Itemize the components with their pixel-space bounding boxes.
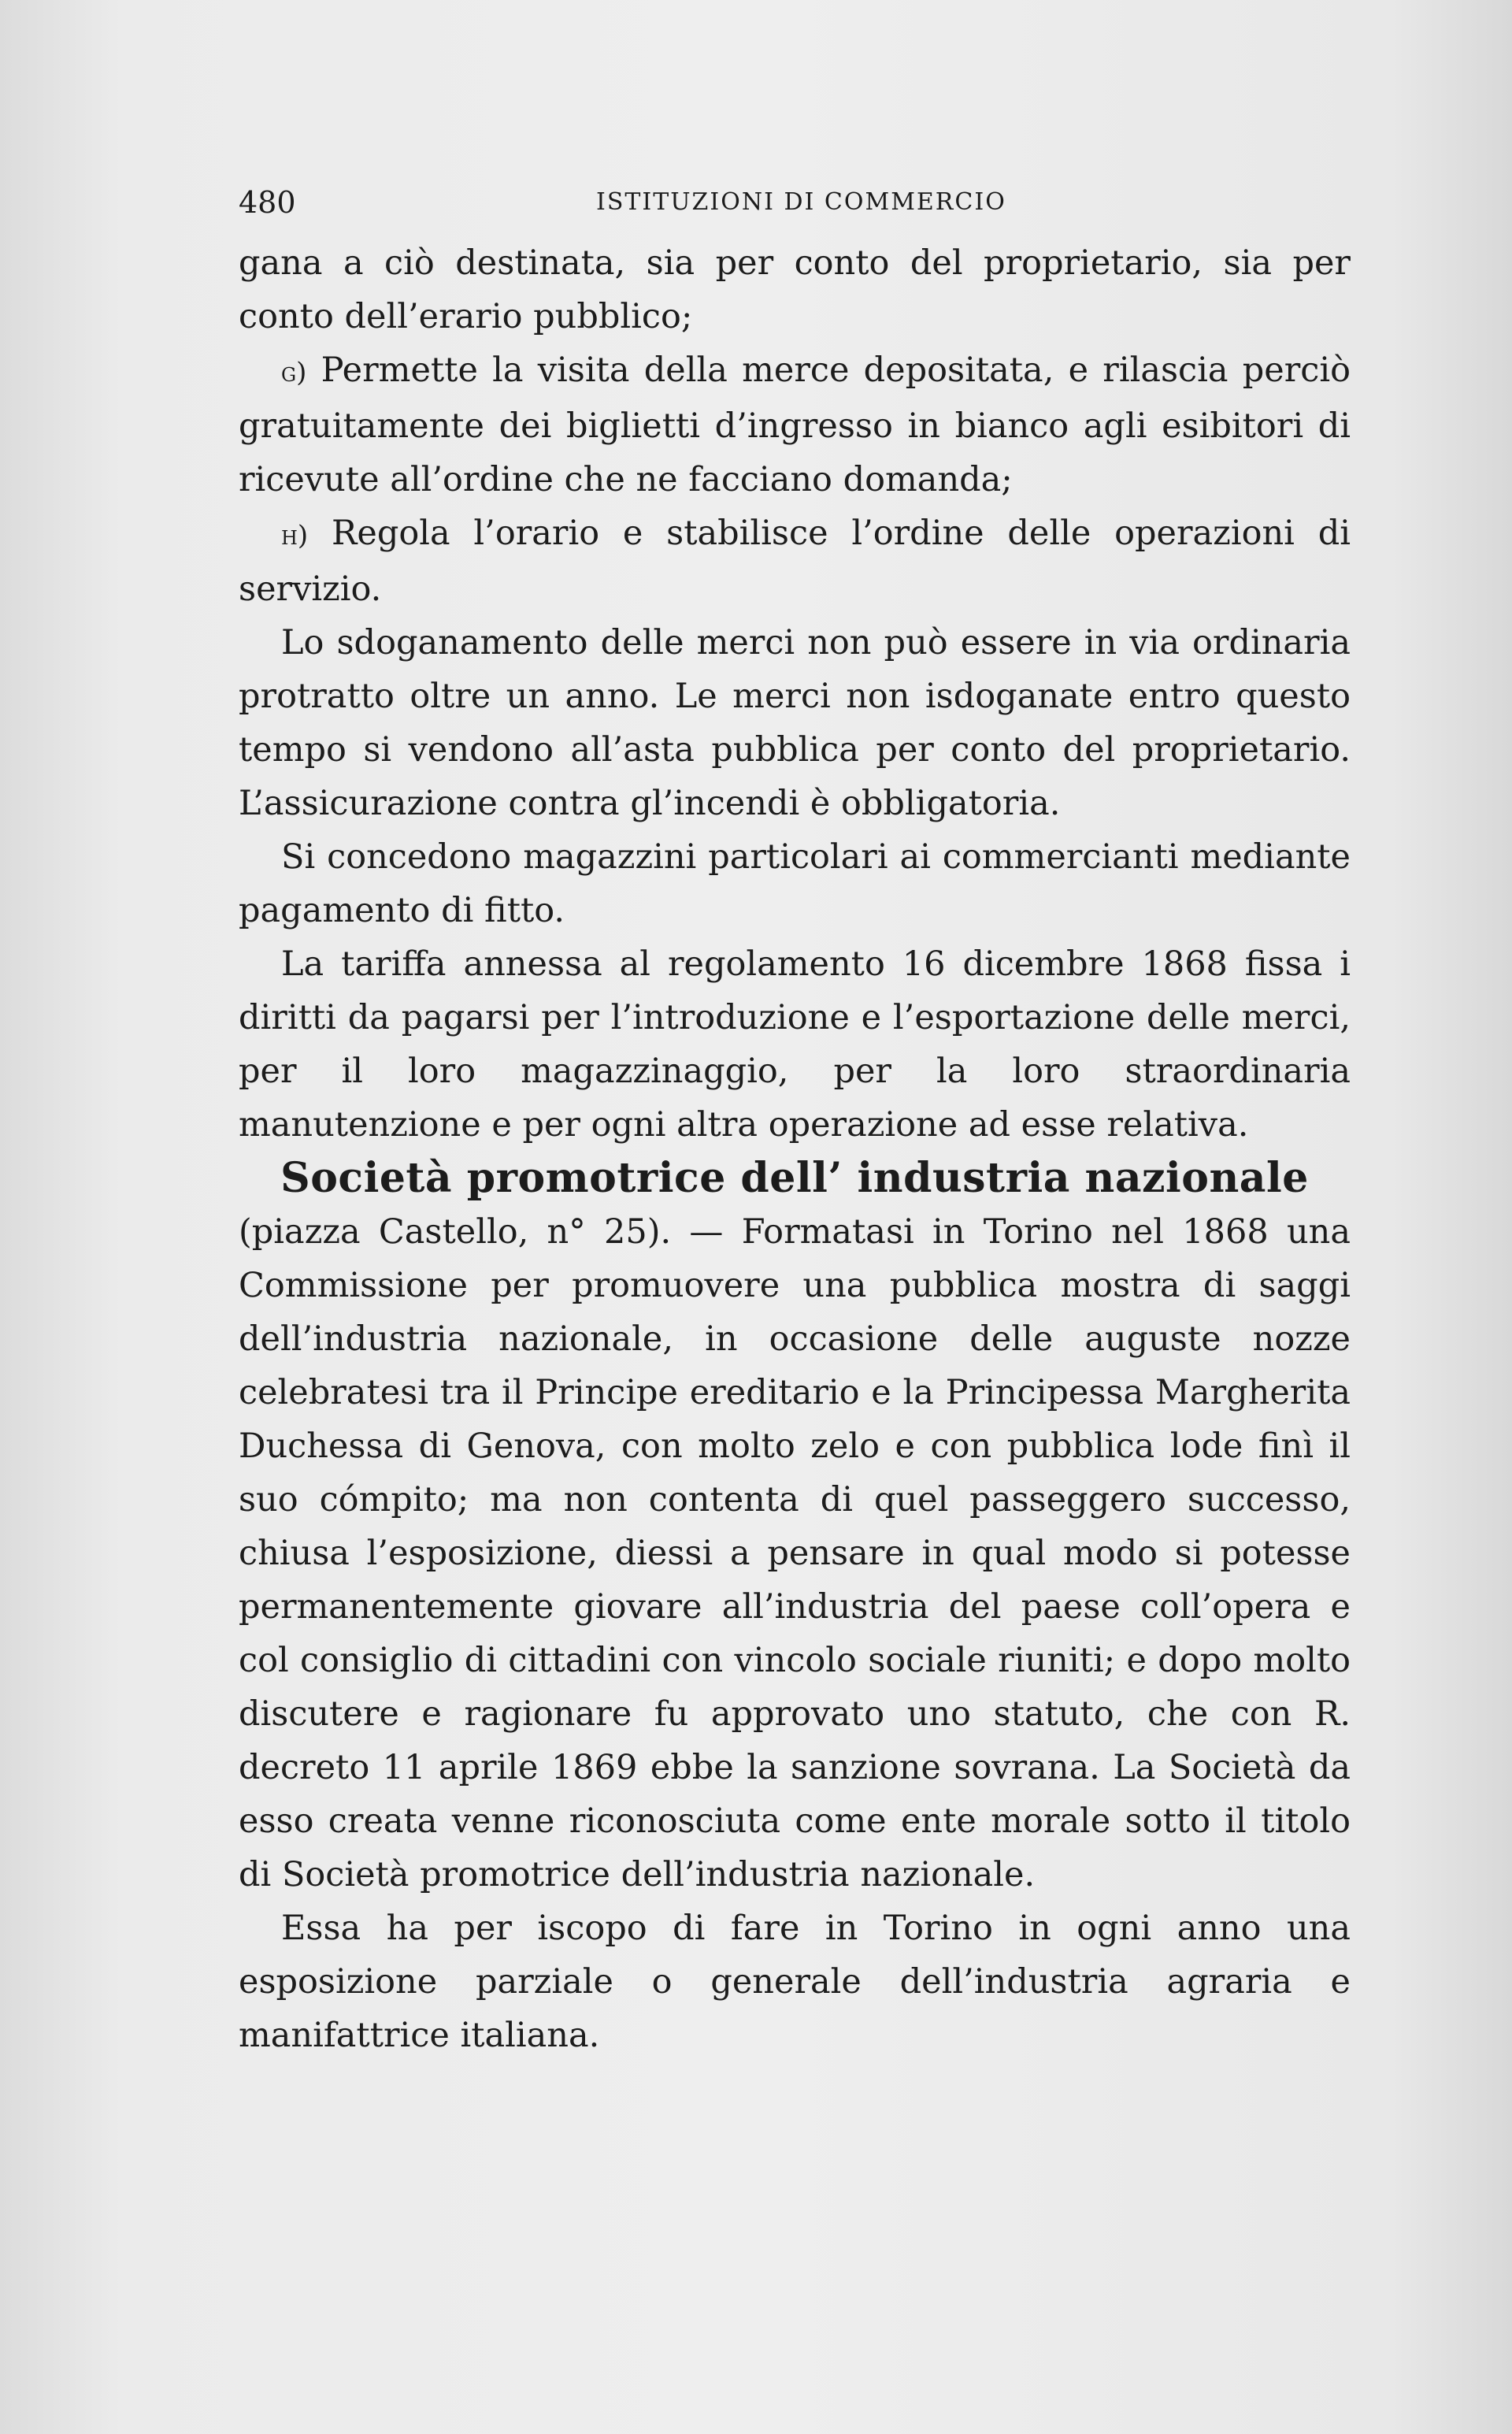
paragraph-tariffa: La tariffa annessa al regolamento 16 dicembre 1868 fissa i diritti da pagarsi per l’introduzione e l’esportazione delle merci, per il loro magazzinaggio, per la loro straordinaria manutenzione e per ogni altra operazione ad esse relativa. — [239, 944, 1351, 1145]
paragraph-item-g — [239, 343, 1351, 506]
paragraph-societa: (piazza Castello, n° 25). — Formatasi in Torino nel 1868 una Commissione per promuovere una pubblica mostra di saggi dell’industria nazionale, in occasione delle auguste nozze celebratesi tra il Principe ereditario e la Principessa Margherita Duchessa di Genova, con molto zelo e con pubblica lode finì il suo cómpito; ma non contenta di quel passeggero successo, chiusa l’esposizione, diessi a pensare in qual modo si potesse permanentemente giovare all’industria del paese coll’opera e col consiglio di cittadini con vincolo sociale riuniti; e dopo molto discutere e ragionare fu approvato uno statuto, che con R. decreto 11 aprile 1869 ebbe la sanzione sovrana. La Società da esso creata venne riconosciuta come ente morale sotto il titolo di Società promotrice dell’industria nazionale. — [239, 1212, 1351, 1894]
paragraph-continuation: gana a ciò destinata, sia per conto del proprietario, sia per conto dell’erario pubblico; — [239, 243, 1351, 336]
item-text-h: Regola l’orario e stabilisce l’ordine delle operazioni di servizio. — [239, 514, 1351, 609]
page-number: 480 — [239, 185, 296, 220]
paragraph-item-h — [239, 506, 1351, 616]
item-marker-h: h) — [281, 520, 309, 551]
running-title: ISTITUZIONI DI COMMERCIO — [596, 188, 1006, 216]
body-text — [239, 236, 1351, 2062]
item-text-g: Permette la visita della merce depositata, e rilascia perciò gratuitamente dei biglietti d’ingresso in bianco agli esibitori di ricevute all’ordine che ne facciano domanda; — [239, 351, 1351, 499]
paragraph-magazzini: Si concedono magazzini particolari ai commercianti mediante pagamento di fitto. — [239, 837, 1351, 930]
item-marker-g: g) — [281, 357, 307, 388]
running-header — [239, 183, 1351, 222]
paragraph-scopo: Essa ha per iscopo di fare in Torino in ogni anno una esposizione parziale o generale dell’industria agraria e manifattrice italiana. — [239, 1909, 1351, 2055]
paragraph-sdoganamento: Lo sdoganamento delle merci non può essere in via ordinaria protratto oltre un anno. Le merci non isdoganate entro questo tempo si vendono all’asta pubblica per conto del proprietario. L’assicurazione contra gl’incendi è obbligatoria. — [239, 623, 1351, 823]
section-heading: Società promotrice dell’ industria nazionale — [280, 1154, 1309, 1202]
book-page — [239, 183, 1351, 2062]
